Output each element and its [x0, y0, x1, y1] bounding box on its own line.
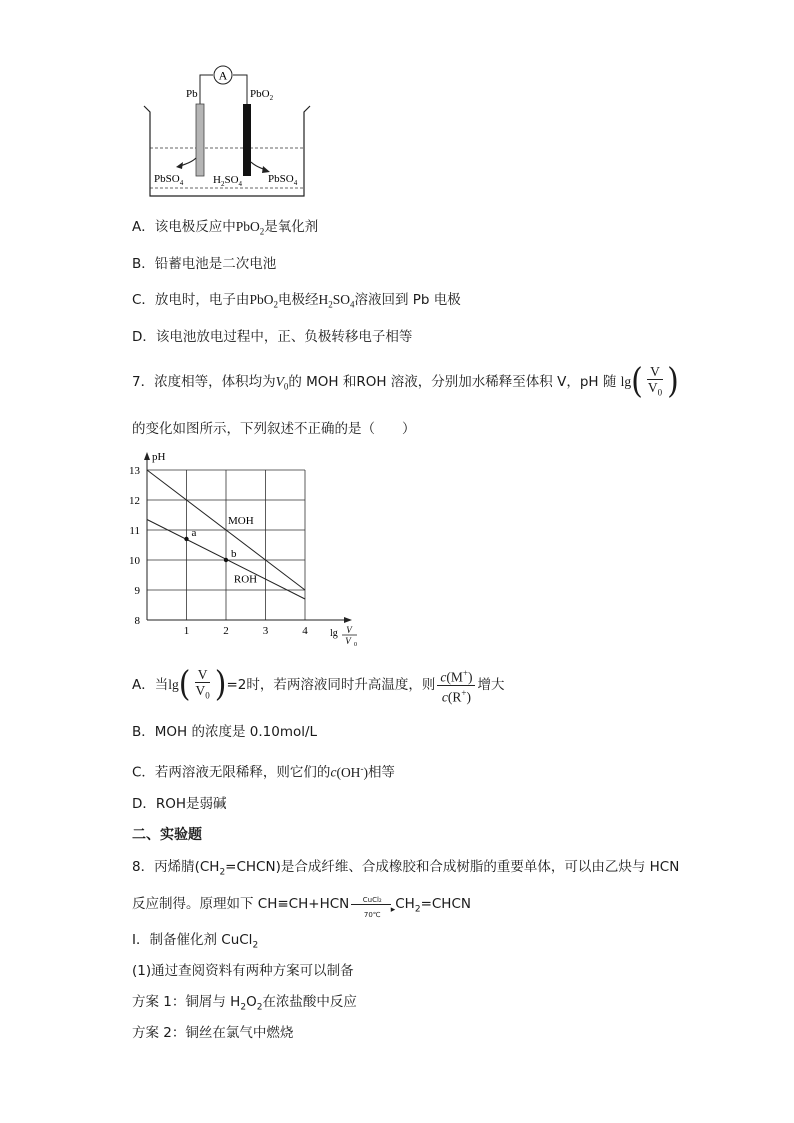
q8-line2: 反应制得。原理如下 CH≡CH+HCN CuCl₂ ▸ 70℃ $CH_2=CHCN$ [132, 896, 471, 919]
y-tick-label: 11 [129, 525, 140, 537]
q7-option-d: D．ROH是弱碱 [132, 796, 227, 812]
x-tick-label: 2 [223, 625, 229, 637]
q8-part1: Ⅰ．制备催化剂 CuCl$_2$ [132, 932, 259, 951]
q8-line1: 8．丙烯腈$(CH_2=CHCN)$是合成纤维、合成橡胶和合成树脂的重要单体，可以由乙炔与 HCN [132, 859, 680, 878]
ph-chart [120, 446, 370, 646]
q7-fraction: $\frac{V}{V_0}$ [647, 363, 663, 398]
pb-electrode [196, 104, 204, 176]
reaction-arrow: CuCl₂ ▸ 70℃ [349, 894, 395, 914]
section-heading: 二、实验题 [132, 827, 202, 843]
y-tick-label: 12 [129, 495, 140, 507]
q7-option-b: B．MOH 的浓度是 0.10mol/L [132, 724, 318, 740]
x-tick-label: 1 [183, 625, 190, 637]
q7-stem-line2: 的变化如图所示，下列叙述不正确的是（ ） [132, 421, 416, 437]
q7-stem-line1: 7．浓度相等，体积均为$V_0$的 MOH 和ROH 溶液，分别加水稀释至体积 V，pH 随 lg( $\frac{V}{V_0}$ ) [132, 361, 679, 402]
circuit-wire [233, 75, 247, 104]
q6-option-d: D．该电池放电过程中，正、负极转移电子相等 [132, 329, 413, 345]
q8-plan1: 方案 1：铜屑与 $H_2O_2$在浓盐酸中反应 [132, 994, 357, 1013]
pbo2-electrode [243, 104, 251, 176]
data-point-a [184, 537, 188, 541]
pbo2-label: PbO$_2$ [250, 88, 274, 102]
data-point-label-a: a [191, 527, 197, 539]
q7-option-a: A．当lg( $\frac{V}{V_0}$ )=2时，若两溶液同时升高温度，则 $\frac{c(M^+)}{c(R^+)}$ 增大 [132, 664, 505, 705]
y-axis-label: pH [152, 451, 166, 463]
pb-label: Pb [186, 88, 198, 100]
x-axis-label-lg: lg [330, 628, 338, 639]
circuit-wire [200, 75, 213, 104]
right-product-label: PbSO$_4$ [268, 173, 298, 187]
series-label-moh: MOH [227, 515, 254, 527]
battery-diagram [142, 62, 312, 202]
y-tick-label: 8 [134, 615, 140, 627]
q7-option-c: C．若两溶液无限稀释，则它们的c(OH-)相等 [132, 763, 395, 781]
x-tick-label: 4 [302, 625, 308, 637]
series-label-roh: ROH [233, 573, 258, 586]
left-arrowhead [176, 162, 183, 169]
y-tick-label: 13 [129, 465, 140, 477]
electrolyte-label: $H_2SO_4$ [213, 174, 243, 188]
ion-ratio-fraction: $\frac{c(M^+)}{c(R^+)}$ [437, 666, 475, 704]
q6-option-a: A．该电极反应中PbO$_2$是氧化剂 [132, 219, 319, 237]
y-tick-label: 9 [134, 585, 140, 597]
data-point-label-b: b [231, 548, 237, 560]
y-axis-arrow [144, 452, 150, 460]
q8-plan2: 方案 2：铜丝在氯气中燃烧 [132, 1025, 294, 1041]
y-tick-label: 10 [129, 555, 140, 567]
q6-option-b: B．铅蓄电池是二次电池 [132, 256, 277, 272]
q6-option-c: C．放电时，电子由PbO$_2$电极经$H_2SO_4$溶液回到 Pb 电极 [132, 292, 461, 310]
x-axis-arrow [344, 617, 352, 623]
right-arrowhead [262, 166, 270, 173]
q8-sub1: (1)通过查阅资料有两种方案可以制备 [132, 963, 354, 979]
left-product-label: PbSO$_4$ [154, 173, 184, 187]
ammeter-label: A [218, 68, 228, 83]
x-axis-label-den-sub: 0 [354, 642, 357, 646]
x-axis-label-den: V [345, 636, 351, 646]
x-axis-label-num: V [346, 625, 352, 635]
x-tick-label: 3 [262, 625, 269, 637]
data-point-b [224, 558, 228, 562]
